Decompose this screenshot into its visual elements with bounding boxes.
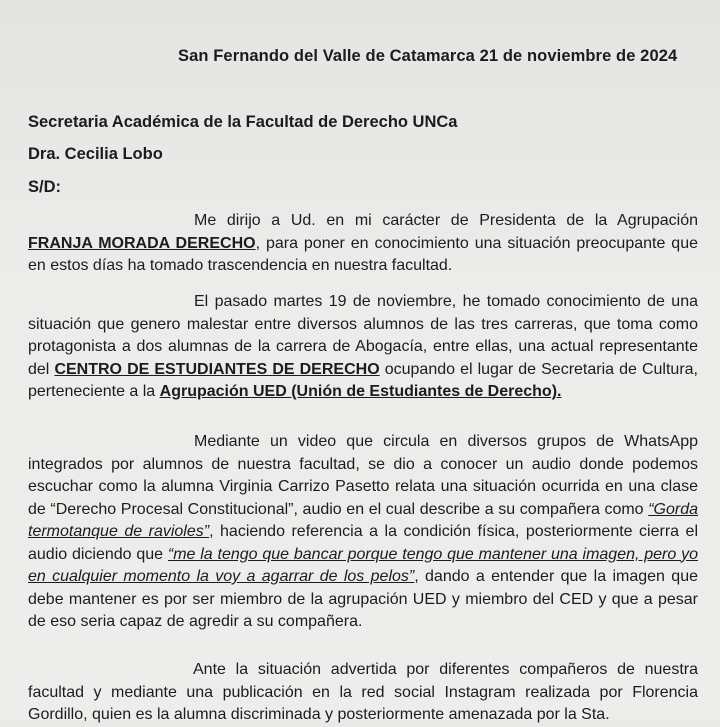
group-name: Agrupación UED (Unión de Estudiantes de Derecho). (159, 383, 562, 400)
p1-text-b: , para poner en conocimiento una situación preocupante que en estos días ha tomado trascendencia en nuestra facultad. (28, 234, 699, 274)
paragraph-1 (28, 210, 698, 278)
org-name: FRANJA MORADA DERECHO (28, 234, 256, 252)
recipient-office: Secretaria Académica de la Facultad de Derecho UNCa (28, 113, 458, 131)
p4-text-a: Ante la situación advertida por diferentes compañeros de nuestra facultad y mediante una publicación en la red social Instagram realizada por Florencia Gordillo, quien es la alumna discriminada y posteriormente amenazada por la Sta. (28, 661, 698, 723)
p2-text-b: ocupando el lugar de Secretaria de Cultura, perteneciente a la (28, 360, 698, 400)
quote-2: “me la tengo que bancar porque tengo que mantener una imagen, pero yo en cualquier momento la voy a agarrar de los pelos” (28, 545, 698, 585)
paragraph-3 (28, 431, 698, 634)
p3-text-a: Mediante un video que circula en diversos grupos de WhatsApp integrados por alumnos de nuestra facultad, se dio a conocer un audio donde podemos escuchar como la alumna Virginia Carrizo Pasetto relata una situación ocurrida en una clase de “Derecho Procesal Constitucional”, audio en el cual describe a su compañera como (28, 433, 698, 518)
quote-1: “Gorda termotanque de ravioles” (28, 500, 698, 540)
p1-text-a: Me dirijo a Ud. en mi carácter de Presidenta de la Agrupación (194, 212, 698, 229)
student-center-name: CENTRO DE ESTUDIANTES DE DERECHO (54, 360, 380, 378)
recipient-sd: S/D: (28, 178, 61, 196)
p2-text-a: El pasado martes 19 de noviembre, he tomado conocimiento de una situación que genero malestar entre diversos alumnos de las tres carreras, que toma como protagonista a dos alumnas de la carrera de Abogacía, entre ellas, una actual representante del (28, 293, 698, 378)
p3-text-c: , dando a entender que la imagen que debe mantener es por ser miembro de la agrupación UED y miembro del CED y que a pesar de eso seria capaz de agredir a su compañera. (28, 568, 699, 630)
date-line: San Fernando del Valle de Catamarca 21 de noviembre de 2024 (178, 47, 678, 65)
paragraph-4 (28, 659, 698, 727)
recipient-name: Dra. Cecilia Lobo (28, 145, 163, 163)
paragraph-2 (28, 291, 698, 404)
p3-text-b: , haciendo referencia a la condición física, posteriormente cierra el audio diciendo que (28, 523, 699, 563)
